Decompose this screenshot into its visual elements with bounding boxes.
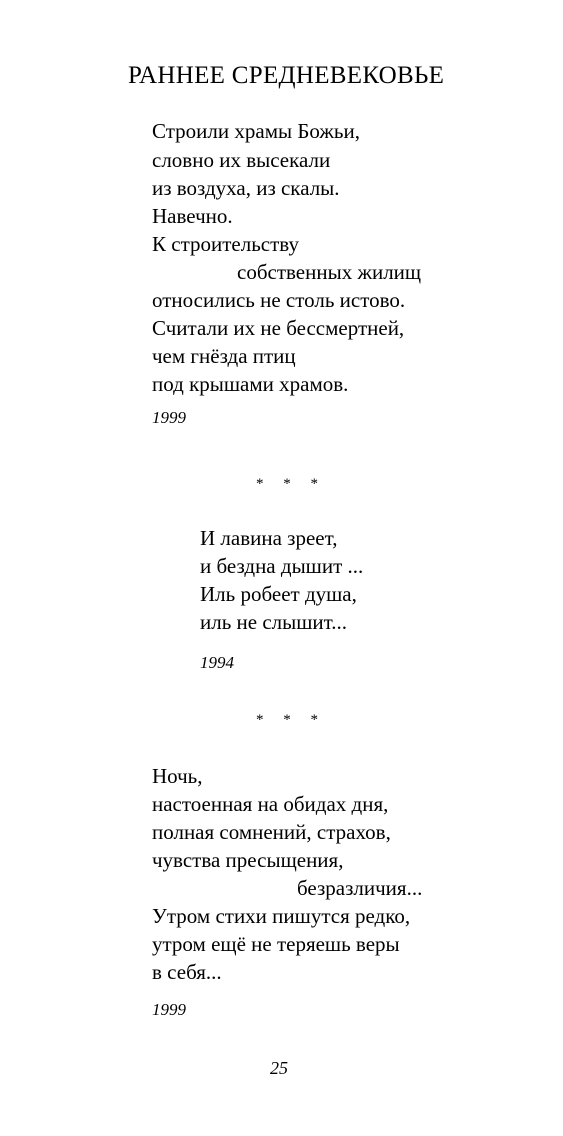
poem-line: иль не слышит... xyxy=(200,610,348,634)
poem-line: под крышами храмов. xyxy=(152,372,349,396)
poem-line: чувства пресыщения, xyxy=(152,848,344,872)
poem-line: относились не столь истово. xyxy=(152,288,406,312)
poem-line: и бездна дышит ... xyxy=(200,554,364,578)
poem-line: настоенная на обидах дня, xyxy=(152,792,389,816)
poem-line: из воздуха, из скалы. xyxy=(152,176,340,200)
page-number: 25 xyxy=(270,1058,288,1078)
poem-line: К строительству xyxy=(152,232,299,256)
poem-line: И лавина зреет, xyxy=(200,526,338,550)
poem-line: собственных жилищ xyxy=(237,260,422,284)
poem-date: 1999 xyxy=(152,1000,186,1019)
poem-date: 1999 xyxy=(152,408,186,427)
poem-line: чем гнёзда птиц xyxy=(152,344,296,368)
poem-line: полная сомнений, страхов, xyxy=(152,820,391,844)
section-separator: * * * xyxy=(256,476,326,492)
poem-line: Утром стихи пишутся редко, xyxy=(152,904,411,928)
poem-title: РАННЕЕ СРЕДНЕВЕКОВЬЕ xyxy=(128,62,445,89)
section-separator: * * * xyxy=(256,712,326,728)
poem-line: Навечно. xyxy=(152,204,233,228)
poem-date: 1994 xyxy=(200,653,234,672)
poem-line: утром ещё не теряешь веры xyxy=(152,932,400,956)
poem-line: Строили храмы Божьи, xyxy=(152,119,360,143)
poem-line: Считали их не бессмертней, xyxy=(152,316,405,340)
poem-line: Иль робеет душа, xyxy=(200,582,357,606)
poem-line: безразличия... xyxy=(297,876,423,900)
poem-line: Ночь, xyxy=(152,764,203,788)
poem-line: словно их высекали xyxy=(152,148,331,172)
poem-line: в себя... xyxy=(152,960,222,984)
